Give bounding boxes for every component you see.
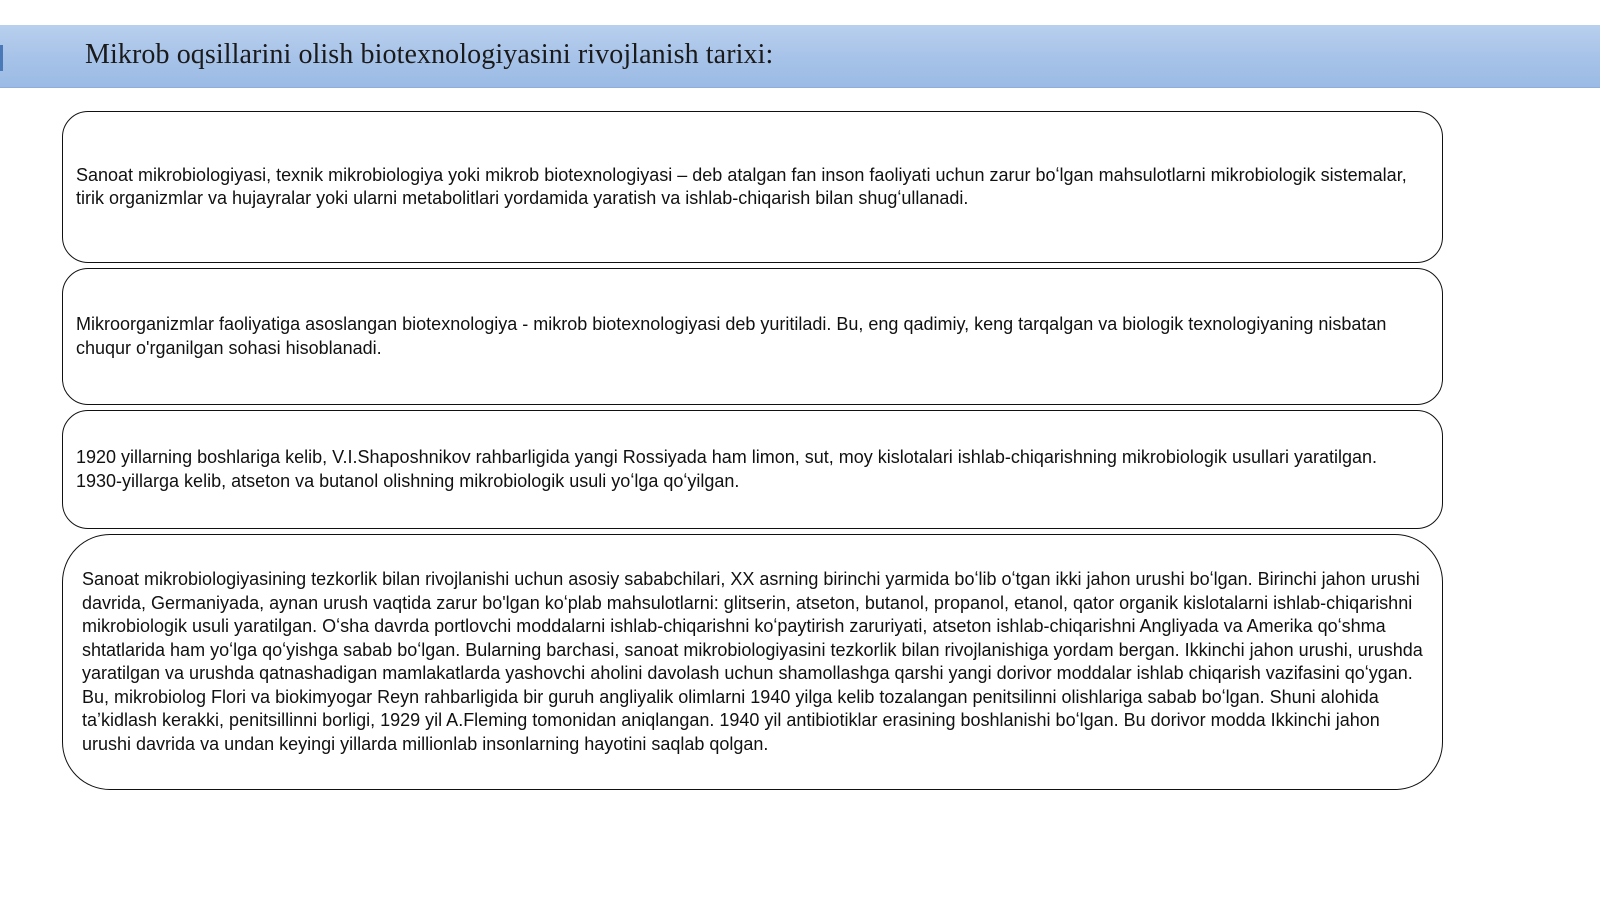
text-box-1920s-history [62, 410, 1443, 529]
paragraph-2: Mikroorganizmlar faoliyatiga asoslangan biotexnologiya - mikrob biotexnologiyasi deb yuritiladi. Bu, eng qadimiy, keng tarqalgan va biologik texnologiyaning nisbatan chuqur o'rganilgan sohasi hisoblanadi. [76, 314, 1387, 358]
text-box-microbial-biotechnology [62, 268, 1443, 405]
paragraph-4: Sanoat mikrobiologiyasining tezkorlik bilan rivojlanishi uchun asosiy sababchilari, XX asrning birinchi yarmida boʻlib oʻtgan ikki jahon urushi boʻlgan. Birinchi jahon urushi davrida, Germaniyada, aynan urush vaqtida zarur bo'lgan koʻplab mahsulotlarni: glitserin, atseton, butanol, propanol, etanol, qator organik kislotalarni ishlab-chiqarishni mikrobiologik usuli yaratilgan. Oʻsha davrda portlovchi moddalarni ishlab-chiqarishni koʻpaytirish zaruriyati, atseton ishlab-chiqarishni Angliyada va Amerika qoʻshma shtatlarida ham yoʻlga qoʻyishga sabab boʻlgan. Bularning barchasi, sanoat mikrobiologiyasini tezkorlik bilan rivojlanishiga yordam bergan. Ikkinchi jahon urushi, urushda yaratilgan va urushda qatnashadigan mamlakatlarda yashovchi aholini davolash uchun shamollashga qarshi yangi dorivor moddalar ishlab chiqarish vazifasini qoʻygan. Bu, mikrobiolog Flori va biokimyogar Reyn rahbarligida bir guruh angliyalik olimlarni 1940 yilga kelib tozalangan penitsilinni olishlariga sabab boʻlgan. Shuni alohida taʼkidlash kerakki, penitsillinni borligi, 1929 yil A.Fleming tomonidan aniqlangan. 1940 yil antibiotiklar erasining boshlanishi boʻlgan. Bu dorivor modda Ikkinchi jahon urushi davrida va undan keyingi yillarda millionlab insonlarning hayotini saqlab qolgan. [82, 569, 1423, 754]
text-box-industrial-microbiology [62, 111, 1443, 263]
title-bar [0, 25, 1600, 88]
text-box-world-wars-history [62, 534, 1443, 790]
slide-title: Mikrob oqsillarini olish biotexnologiyasini rivojlanish tarixi: [85, 39, 774, 70]
paragraph-1: Sanoat mikrobiologiyasi, texnik mikrobiologiya yoki mikrob biotexnologiyasi – deb atalgan fan inson faoliyati uchun zarur boʻlgan mahsulotlarni mikrobiologik sistemalar, tirik organizmlar va hujayralar yoki ularni metabolitlari yordamida yaratish va ishlab-chiqarish bilan shugʻullanadi. [76, 164, 1407, 208]
title-bar-accent [0, 45, 3, 71]
paragraph-3: 1920 yillarning boshlariga kelib, V.I.Shaposhnikov rahbarligida yangi Rossiyada ham limon, sut, moy kislotalari ishlab-chiqarishning mikrobiologik usullari yaratilgan. 1930-yillarga kelib, atseton va butanol olishning mikrobiologik usuli yoʻlga qoʻyilgan. [76, 447, 1378, 491]
